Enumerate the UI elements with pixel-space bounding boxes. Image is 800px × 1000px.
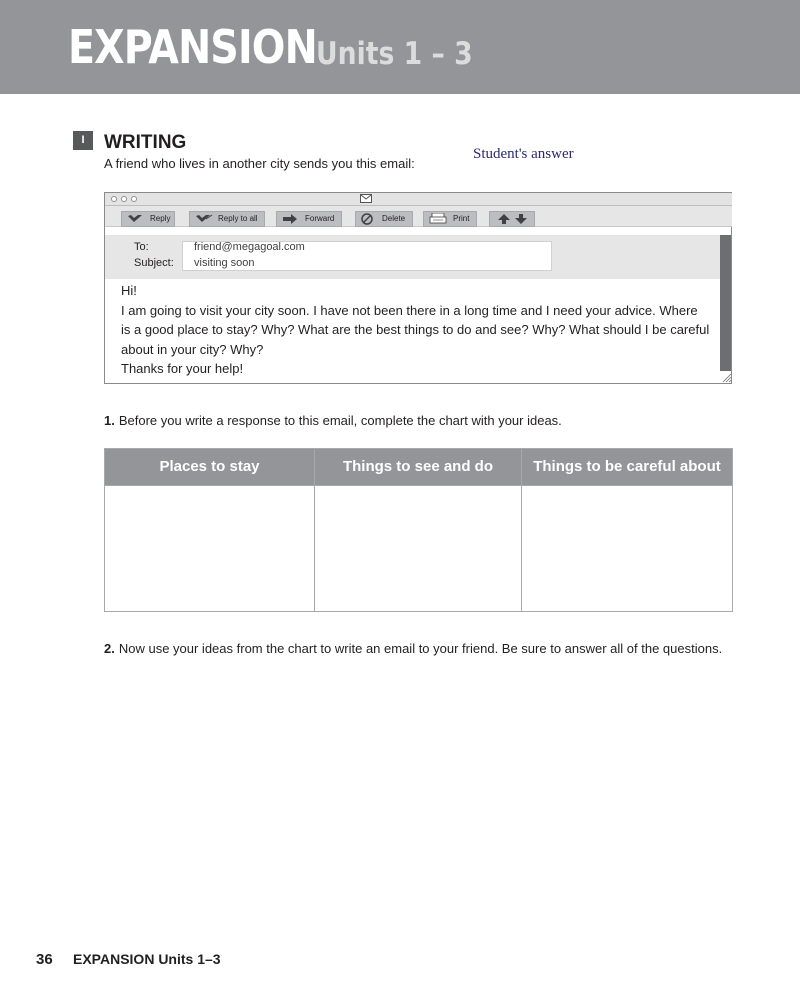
footer-label: EXPANSION Units 1–3 <box>73 951 221 967</box>
to-label: To: <box>134 241 149 253</box>
email-body <box>121 281 716 379</box>
forward-button[interactable] <box>276 211 342 227</box>
email-body-line: I am going to visit your city soon. I have not been there in a long time and I need your advice. Where <box>121 302 698 318</box>
reply-button[interactable] <box>121 211 175 227</box>
chart-header-places: Places to stay <box>105 449 314 485</box>
forward-label: Forward <box>305 214 335 223</box>
student-answer-label: Student's answer <box>473 146 574 162</box>
question-1-number: 1. <box>104 413 115 428</box>
envelope-icon <box>360 194 372 203</box>
email-body-line: Hi! <box>121 283 137 298</box>
question-1 <box>104 413 562 428</box>
print-label: Print <box>453 214 470 223</box>
email-body-line: Thanks for your help! <box>121 361 244 377</box>
arrow-up-icon[interactable] <box>498 214 510 224</box>
email-titlebar <box>105 193 732 206</box>
resize-grip-icon[interactable] <box>722 371 732 383</box>
question-1-text: Before you write a response to this email, complete the chart with your ideas. <box>118 413 562 428</box>
section-title: WRITING <box>104 132 187 153</box>
printer-icon <box>429 213 447 225</box>
print-button[interactable] <box>423 211 477 227</box>
forward-arrow-icon <box>282 214 298 224</box>
navigate-arrows <box>489 211 535 227</box>
window-minimize-dot[interactable] <box>121 196 127 202</box>
reply-icon <box>127 214 143 224</box>
section-badge: I <box>73 131 93 150</box>
intro-text: A friend who lives in another city sends you this email: <box>104 156 415 171</box>
email-body-line: about in your city? Why? <box>121 341 264 357</box>
ideas-chart <box>104 448 733 612</box>
chart-cell-see-do[interactable] <box>315 486 521 611</box>
delete-label: Delete <box>382 214 406 223</box>
subject-field[interactable]: visiting soon <box>194 257 255 269</box>
to-field[interactable]: friend@megagoal.com <box>194 241 305 253</box>
banner-title-group <box>68 20 357 74</box>
reply-all-button[interactable] <box>189 211 265 227</box>
delete-button[interactable] <box>355 211 413 227</box>
reply-label: Reply <box>150 214 171 223</box>
chart-cell-places[interactable] <box>105 486 314 611</box>
arrow-down-icon[interactable] <box>515 214 527 224</box>
header-banner <box>0 0 800 94</box>
email-window <box>104 192 732 384</box>
scrollbar[interactable] <box>720 235 731 371</box>
chart-header-see-do: Things to see and do <box>314 449 522 485</box>
email-body-line: is a good place to stay? Why? What are the best things to do and see? Why? What should I be careful <box>121 322 710 338</box>
window-maximize-dot[interactable] <box>131 196 137 202</box>
page-subtitle: Units 1 – 3 <box>316 36 473 72</box>
question-2 <box>104 641 722 656</box>
question-2-number: 2. <box>104 641 115 656</box>
question-2-text: Now use your ideas from the chart to write an email to your friend. Be sure to answer all of the questions. <box>118 641 723 656</box>
reply-all-label: Reply to all <box>218 214 258 223</box>
page-number: 36 <box>36 951 53 968</box>
reply-all-icon <box>195 214 213 224</box>
page-title: EXPANSION <box>68 20 317 74</box>
chart-header-careful: Things to be careful about <box>522 449 732 485</box>
email-toolbar <box>105 206 732 227</box>
delete-icon <box>361 213 373 225</box>
email-header-fields <box>105 235 720 279</box>
subject-label: Subject: <box>134 257 174 269</box>
chart-cell-careful[interactable] <box>522 486 732 611</box>
window-close-dot[interactable] <box>111 196 117 202</box>
